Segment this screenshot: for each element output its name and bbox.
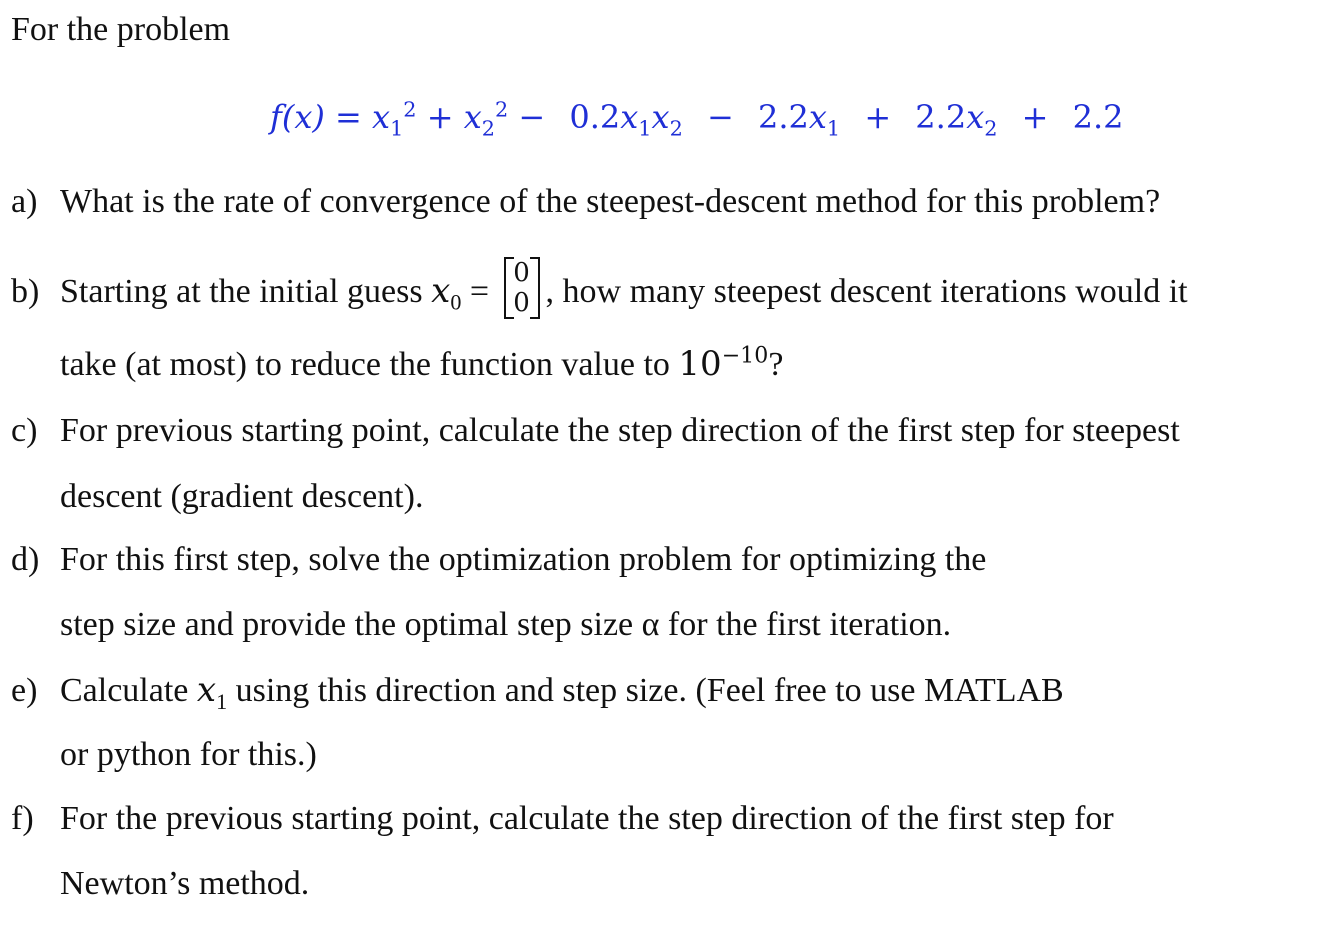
eq-term3-x1: x	[620, 98, 639, 136]
eq-term2-base: x	[463, 98, 482, 136]
eq-term2-sub: 2	[481, 116, 495, 141]
vector-top-entry: 0	[513, 258, 530, 288]
question-d-line2: step size and provide the optimal step size α for the first iteration.	[60, 606, 952, 643]
question-d	[11, 540, 986, 580]
eq-plus1: +	[416, 98, 464, 136]
eq-plus2: +	[854, 98, 902, 136]
eq-term5-s: 2	[984, 116, 998, 141]
question-e-line1-after: using this direction and step size. (Feel free to use MATLAB	[227, 672, 1064, 709]
eq-term1-sub: 1	[390, 116, 404, 141]
question-a-text: What is the rate of convergence of the steepest-descent method for this problem?	[60, 183, 1161, 220]
vector-bottom-entry: 0	[513, 288, 530, 318]
eq-lhs: f(x) =	[270, 98, 373, 136]
question-e	[11, 670, 1064, 714]
eq-term2-sup: 2	[494, 97, 509, 122]
initial-guess-vector	[502, 257, 542, 319]
eq-term3-s2: 2	[669, 116, 683, 141]
eq-plus3: +	[1011, 98, 1059, 136]
question-b-line2-before: take (at most) to reduce the function value to	[60, 346, 679, 383]
question-e-x-sub: 1	[216, 688, 228, 714]
question-b-power-base: 10	[678, 344, 722, 384]
question-f-line2: Newton’s method.	[60, 865, 310, 902]
eq-term5-coef: 2.2	[915, 98, 967, 136]
question-f-line1: For the previous starting point, calculate the step direction of the first step for	[60, 800, 1114, 837]
question-e-line1-before: Calculate	[60, 672, 197, 709]
question-b-equals: =	[461, 272, 498, 310]
question-b	[11, 258, 1188, 325]
eq-term1-base: x	[372, 98, 391, 136]
question-b-label: b)	[11, 272, 40, 310]
eq-term1-sup: 2	[403, 97, 417, 122]
question-b-power-exp: −10	[721, 342, 769, 369]
question-a	[11, 182, 1160, 222]
objective-function-equation	[270, 97, 1124, 141]
question-e-label: e)	[11, 672, 38, 709]
eq-term3-s1: 1	[638, 116, 652, 141]
question-b-x-sub: 0	[450, 289, 462, 315]
question-e-x-var: x	[196, 670, 217, 710]
question-b-line2-after: ?	[768, 346, 784, 383]
question-d-line1: For this first step, solve the optimization problem for optimizing the	[60, 541, 987, 578]
eq-term4-coef: 2.2	[757, 98, 809, 136]
question-c-line2: descent (gradient descent).	[60, 478, 424, 515]
eq-term4-x: x	[808, 98, 827, 136]
question-c-line1: For previous starting point, calculate the step direction of the first step for steepest	[60, 412, 1180, 449]
question-a-label: a)	[11, 183, 38, 220]
intro-text: For the problem	[11, 11, 231, 48]
eq-minus1: −	[508, 98, 556, 136]
question-b-text-after: , how many steepest descent iterations would it	[545, 272, 1188, 310]
question-f-label: f)	[11, 800, 34, 837]
question-c-label: c)	[11, 412, 38, 449]
question-e-line2: or python for this.)	[60, 736, 317, 773]
question-b-text-before: Starting at the initial guess	[60, 272, 432, 310]
question-d-label: d)	[11, 541, 40, 578]
eq-term6: 2.2	[1072, 98, 1124, 136]
question-f	[11, 799, 1114, 839]
eq-term5-x: x	[966, 98, 985, 136]
question-b-line2	[60, 344, 783, 385]
eq-term3-coef: 0.2	[569, 98, 621, 136]
eq-term4-s: 1	[826, 116, 841, 141]
eq-term3-x2: x	[651, 98, 670, 136]
question-c	[11, 411, 1180, 451]
eq-minus2: −	[696, 98, 744, 136]
question-b-x-var: x	[431, 270, 451, 311]
